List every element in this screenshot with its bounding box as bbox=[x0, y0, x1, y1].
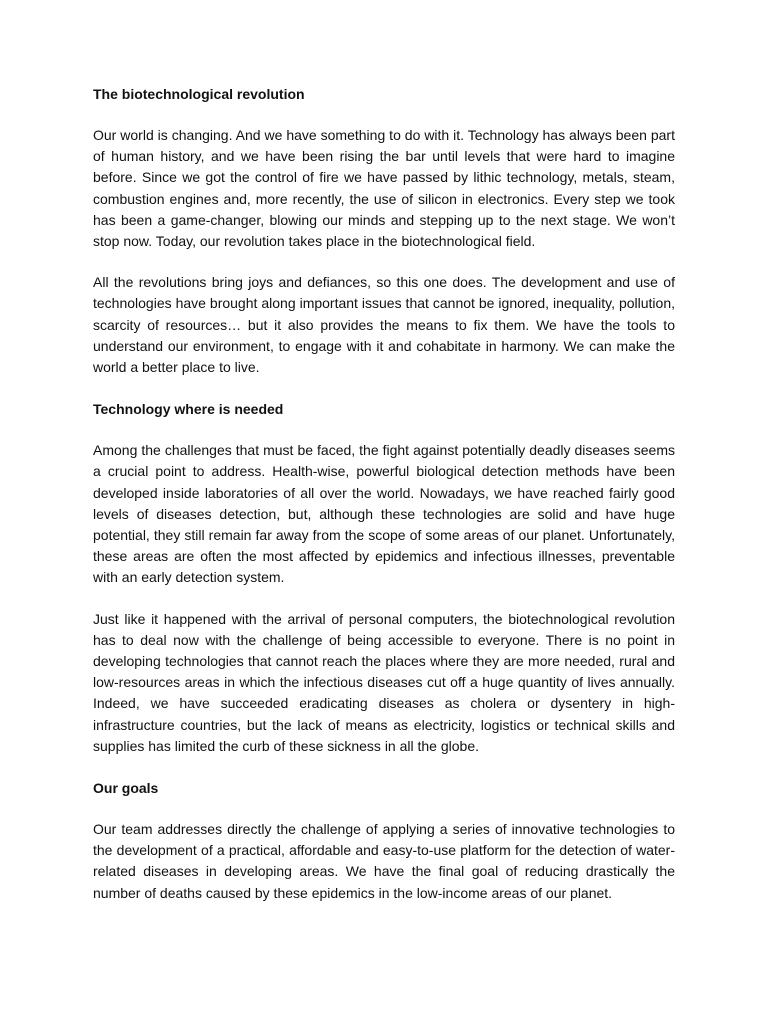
paragraph: Among the challenges that must be faced, the fight against potentially deadly diseases seems a crucial point to address. Health-wise, powerful biological detection methods have been developed inside laboratories of all over the world. Nowadays, we have reached fairly good levels of diseases detection, but, although these technologies are solid and have huge potential, they still remain far away from the scope of some areas of our planet. Unfortunately, these areas are often the most affected by epidemics and infectious illnesses, preventable with an early detection system. bbox=[93, 442, 675, 586]
paragraph: Our team addresses directly the challenge of applying a series of innovative technologies to the development of a practical, affordable and easy-to-use platform for the detection of water-related diseases in developing areas. We have the final goal of reducing drastically the number of deaths caused by these epidemics in the low-income areas of our planet. bbox=[93, 821, 675, 901]
section-heading-our-goals: Our goals bbox=[93, 780, 159, 797]
paragraph: Just like it happened with the arrival of personal computers, the biotechnological revolution has to deal now with the challenge of being accessible to everyone. There is no point in developing technologies that cannot reach the places where they are more needed, rural and low-resources areas in which the infectious diseases cut off a huge quantity of lives annually. Indeed, we have succeeded eradicating diseases as cholera or dysentery in high-infrastructure countries, but the lack of means as electricity, logistics or technical skills and supplies has limited the curb of these sickness in all the globe. bbox=[93, 610, 675, 754]
paragraph: All the revolutions bring joys and defiances, so this one does. The development and use of technologies have brought along important issues that cannot be ignored, inequality, pollution, scarcity of resources… but it also provides the means to fix them. We have the tools to understand our environment, to engage with it and cohabitate in harmony. We can make the world a better place to live. bbox=[93, 274, 675, 376]
section-heading-biotech-revolution: The biotechnological revolution bbox=[93, 86, 305, 102]
document-page bbox=[93, 84, 675, 904]
paragraph: Our world is changing. And we have something to do with it. Technology has always been part of human history, and we have been rising the bar until levels that were hard to imagine before. Since we got the control of fire we have passed by lithic technology, metals, steam, combustion engines and, more recently, the use of silicon in electronics. Every step we took has been a game-changer, blowing our minds and stepping up to the next stage. We won’t stop now. Today, our revolution takes place in the biotechnological field. bbox=[93, 127, 675, 250]
section-heading-technology-where-needed: Technology where is needed bbox=[93, 401, 284, 418]
